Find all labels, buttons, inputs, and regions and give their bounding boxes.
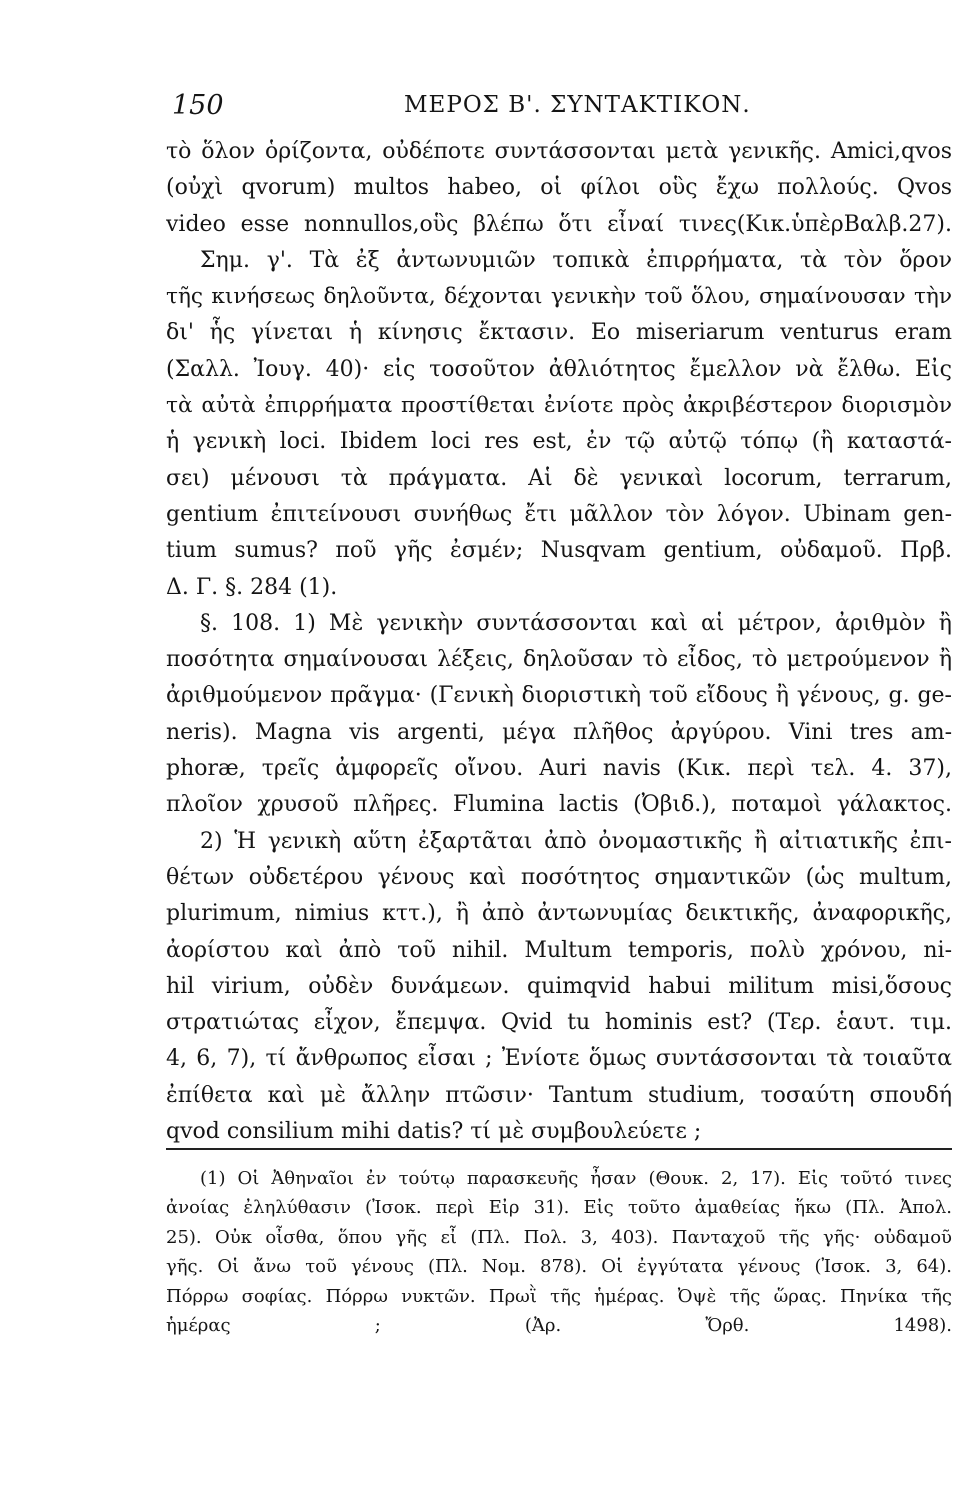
text-line: phoræ, τρεῖς ἀμφορεῖς οἴνου. Auri navis (Κικ. περὶ τελ. 4. 37),: [166, 756, 952, 782]
text-line: video esse nonnullos,οὓς βλέπω ὅτι εἶναί τινες(Κικ.ὑπὲρΒαλβ.27).: [166, 211, 952, 237]
text-line: ἀριθμούμενον πρᾶγμα· (Γενικὴ διοριστικὴ τοῦ εἴδους ἢ γένους, g. ge-: [166, 683, 952, 709]
text-line: (Σαλλ. Ἰουγ. 40)· εἰς τοσοῦτον ἀθλιότητος ἔμελλον νὰ ἔλθω. Εἰς: [166, 356, 952, 382]
text-line: qvod consilium mihi datis? τί μὲ συμβουλεύετε ;: [166, 1119, 702, 1145]
text-line: σει) μένουσι τὰ πράγματα. Αἱ δὲ γενικαὶ locorum, terrarum,: [166, 465, 952, 491]
text-line: gentium ἐπιτείνουσι συνήθως ἔτι μᾶλλον τὸν λόγον. Ubinam gen-: [166, 501, 952, 527]
text-line: §. 108. 1) Μὲ γενικὴν συντάσσονται καὶ αἱ μέτρον, ἀριθμὸν ἢ: [200, 610, 952, 636]
text-line: hil virium, οὐδὲν δυνάμεων. quimqvid habui militum misi,ὅσους: [166, 973, 952, 999]
page-header: [172, 90, 952, 130]
text-line: ἀορίστου καὶ ἀπὸ τοῦ nihil. Multum temporis, πολὺ χρόνου, ni-: [166, 937, 952, 963]
footnote-line: 25). Οὐκ οἶσθα, ὅπου γῆς εἶ (Πλ. Πολ. 3, 403). Πανταχοῦ τῆς γῆς· οὐδαμοῦ: [166, 1226, 952, 1248]
text-line: Σημ. γ'. Τὰ ἐξ ἀντωνυμιῶν τοπικὰ ἐπιρρήματα, τὰ τὸν ὅρον: [200, 247, 952, 273]
text-line: neris). Magna vis argenti, μέγα πλῆθος ἀργύρου. Vini tres am-: [166, 719, 952, 745]
page-number: 150: [172, 90, 224, 121]
text-line: ποσότητα σημαίνουσαι λέξεις, δηλοῦσαν τὸ εἶδος, τὸ μετρούμενον ἢ: [166, 647, 952, 673]
text-line: 2) Ἡ γενικὴ αὕτη ἐξαρτᾶται ἀπὸ ὀνομαστικῆς ἢ αἰτιατικῆς ἐπι-: [200, 828, 952, 854]
text-line: plurimum, nimius κττ.), ἢ ἀπὸ ἀντωνυμίας δεικτικῆς, ἀναφορικῆς,: [166, 901, 952, 927]
text-line: στρατιώτας εἶχον, ἔπεμψα. Qvid tu hominis est? (Τερ. ἑαυτ. τιμ.: [166, 1010, 952, 1036]
text-line: ἡ γενικὴ loci. Ibidem loci res est, ἐν τῷ αὐτῷ τόπῳ (ἢ καταστά-: [166, 429, 952, 455]
text-line: πλοῖον χρυσοῦ πλῆρες. Flumina lactis (Ὀβιδ.), ποταμοὶ γάλακτος.: [166, 792, 952, 818]
text-line: θέτων οὐδετέρου γένους καὶ ποσότητος σημαντικῶν (ὡς multum,: [166, 864, 952, 890]
text-line: τῆς κινήσεως δηλοῦντα, δέχονται γενικὴν τοῦ ὅλου, σημαίνουσαν τὴν: [166, 284, 952, 310]
footnote-line: Πόρρω σοφίας. Πόρρω νυκτῶν. Πρωῒ τῆς ἡμέρας. Ὀψὲ τῆς ὥρας. Πηνίκα τῆς: [166, 1285, 952, 1307]
text-line: τὰ αὐτὰ ἐπιρρήματα προστίθεται ἐνίοτε πρὸς ἀκριβέστερον διορισμὸν: [166, 393, 952, 419]
text-line: δι' ἧς γίνεται ἡ κίνησις ἔκτασιν. Eo miseriarum venturus eram: [166, 320, 952, 346]
footnote-line: (1) Οἱ Ἀθηναῖοι ἐν τούτῳ παρασκευῆς ἦσαν (Θουκ. 2, 17). Εἰς τοῦτό τινες: [200, 1168, 952, 1189]
text-line: Δ. Γ. §. 284 (1).: [166, 574, 338, 600]
text-line: (οὐχὶ qvorum) multos habeo, οἱ φίλοι οὓς ἔχω πολλούς. Qvos: [166, 175, 952, 201]
footnote-line: ἀνοίας ἐληλύθασιν (Ἰσοκ. περὶ Εἰρ 31). Εἰς τοῦτο ἀμαθείας ἥκω (Πλ. Ἀπολ.: [166, 1197, 952, 1219]
footnote-line: ἡμέρας ; (Ἀρ. Ὄρθ. 1498).: [166, 1314, 952, 1336]
text-line: ἐπίθετα καὶ μὲ ἄλλην πτῶσιν· Tantum studium, τοσαύτη σπουδή: [166, 1082, 952, 1108]
text-line: τὸ ὅλον ὁρίζοντα, οὐδέποτε συντάσσονται μετὰ γενικῆς. Amici,qvos: [166, 139, 952, 164]
footnote-line: γῆς. Οἱ ἄνω τοῦ γένους (Πλ. Νομ. 878). Οἱ ἐγγύτατα γένους (Ἰσοκ. 3, 64).: [166, 1256, 952, 1278]
text-line: tium sumus? ποῦ γῆς ἐσμέν; Nusqvam gentium, οὐδαμοῦ. Πρβ.: [166, 538, 952, 564]
footnotes: [166, 1164, 952, 1340]
footnote-divider: [166, 1148, 952, 1150]
main-text: [166, 134, 952, 1150]
text-line: 4, 6, 7), τί ἄνθρωπος εἶσαι ; Ἐνίοτε ὅμως συντάσσονται τὰ τοιαῦτα: [166, 1046, 952, 1072]
running-title: ΜΕΡΟΣ Β'. ΣΥΝΤΑΚΤΙΚΟΝ.: [404, 92, 751, 118]
